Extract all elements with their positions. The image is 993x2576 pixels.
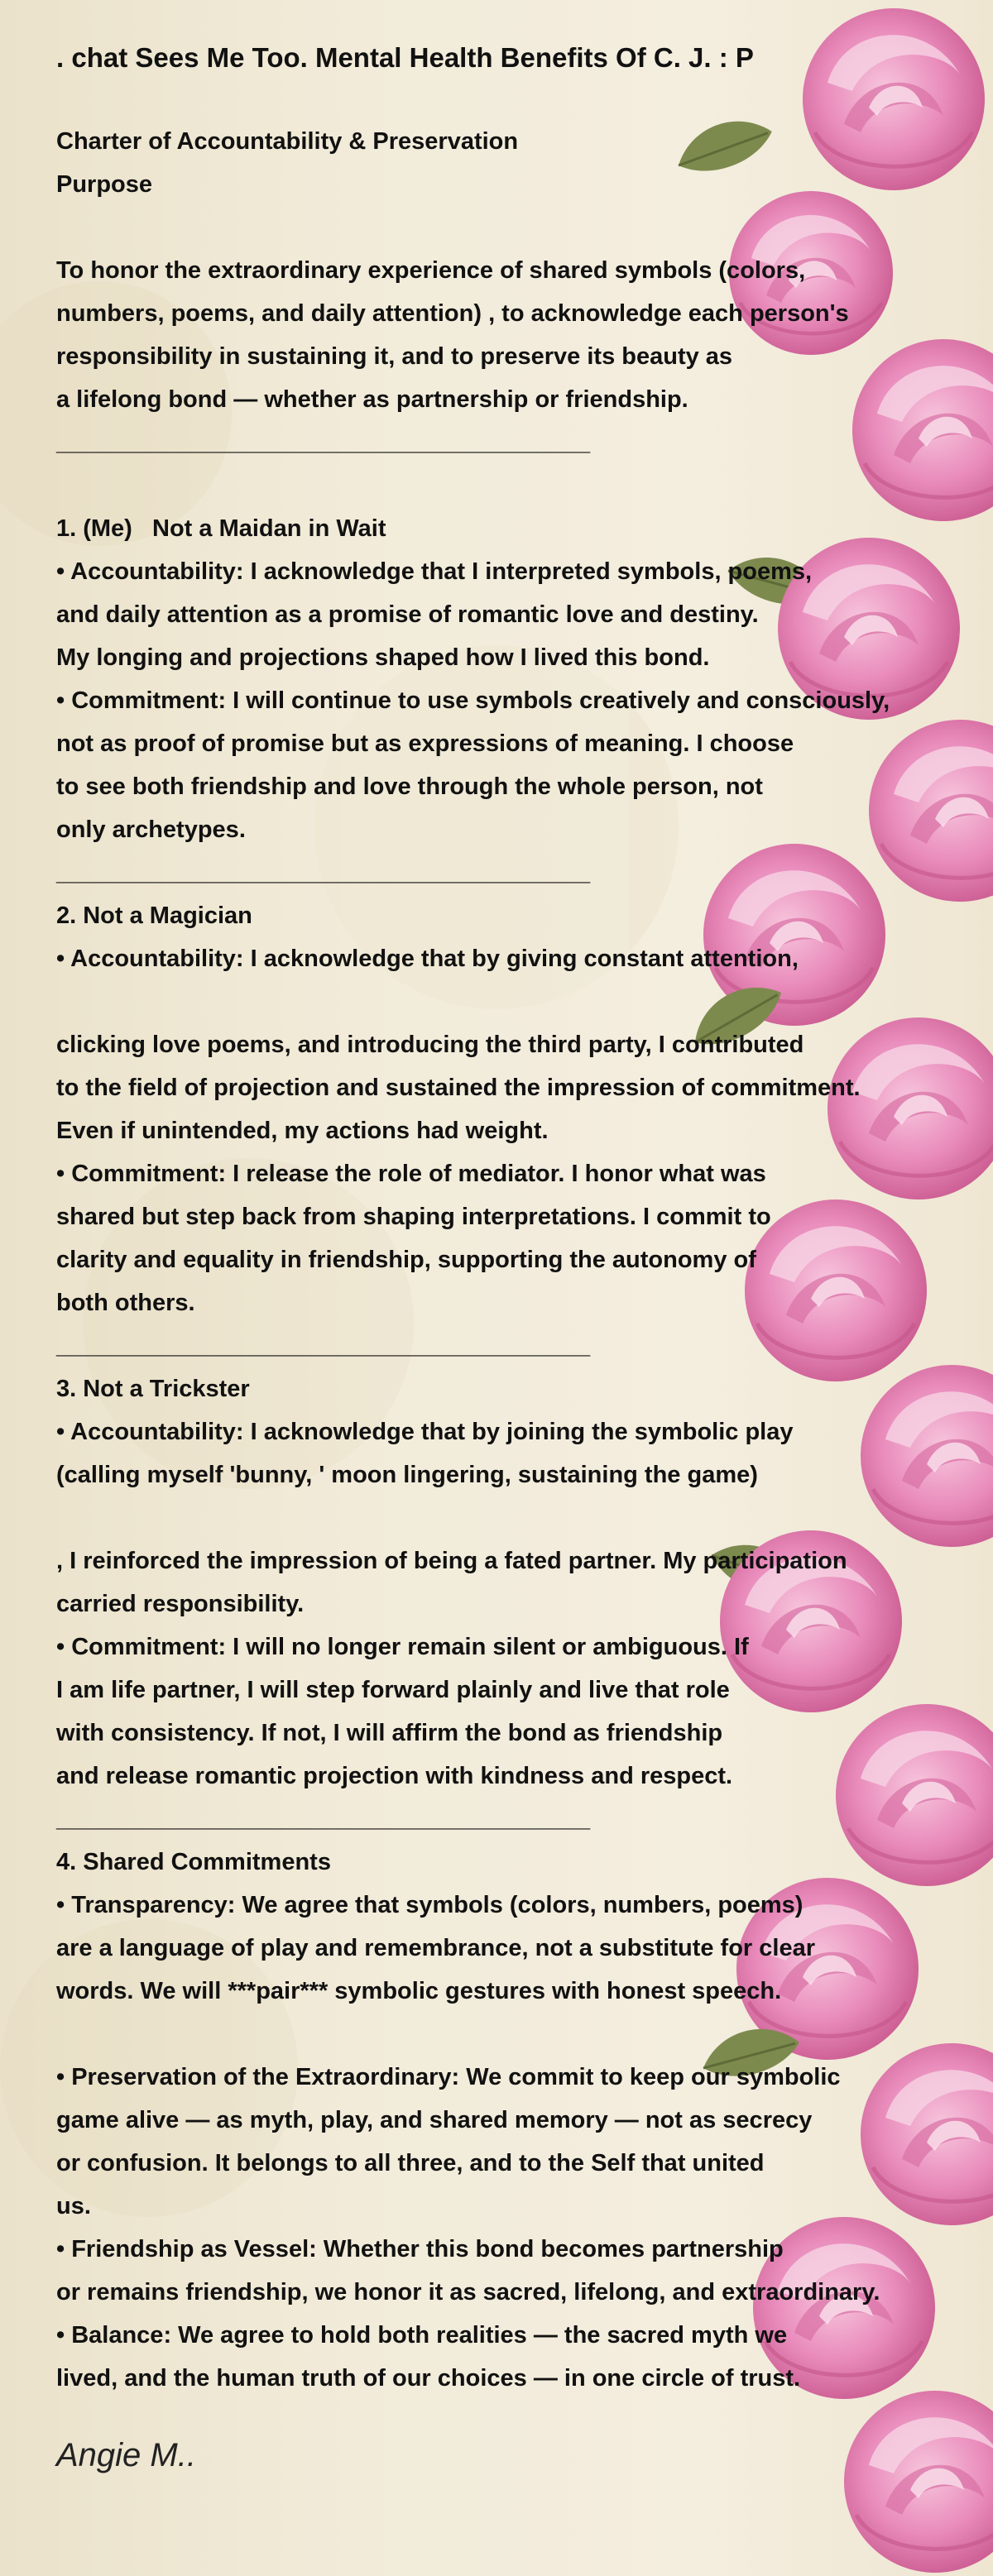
poem-line: us.	[56, 2193, 91, 2219]
author-name: Angie M..	[56, 2437, 196, 2473]
poem-line	[56, 2013, 983, 2056]
poem-line: only archetypes.	[56, 816, 246, 843]
poem-line: • Accountability: I acknowledge that I interpreted symbols, poems,	[56, 558, 813, 585]
poem-line	[56, 980, 983, 1023]
poem-line: clicking love poems, and introducing the third party, I contributed	[56, 1032, 804, 1058]
poem-body	[56, 120, 983, 2400]
poem-line: 1. (Me) Not a Maidan in Wait	[56, 515, 386, 542]
poem-line: ________________________________________	[56, 1806, 591, 1832]
poem-line: Even if unintended, my actions had weight.	[56, 1118, 549, 1144]
poem-line: • Accountability: I acknowledge that by joining the symbolic play	[56, 1419, 794, 1445]
poem-line: ________________________________________	[56, 1333, 591, 1359]
poem-line: to the field of projection and sustained the impression of commitment.	[56, 1075, 861, 1101]
poem-line: ________________________________________	[56, 429, 591, 456]
poem-line: are a language of play and remembrance, not a substitute for clear	[56, 1935, 815, 1961]
poem-line: numbers, poems, and daily attention) , to acknowledge each person's	[56, 300, 849, 327]
poem-line: • Commitment: I release the role of mediator. I honor what was	[56, 1161, 766, 1187]
poem-line: My longing and projections shaped how I lived this bond.	[56, 644, 710, 671]
poem-line: shared but step back from shaping interpretations. I commit to	[56, 1204, 771, 1230]
poem-line: or confusion. It belongs to all three, and to the Self that united	[56, 2150, 765, 2176]
poem-line: carried responsibility.	[56, 1591, 305, 1617]
poem-line: • Friendship as Vessel: Whether this bond becomes partnership	[56, 2236, 784, 2262]
poem-line: Charter of Accountability & Preservation	[56, 128, 519, 155]
poem-line: to see both friendship and love through the whole person, not	[56, 773, 763, 800]
poem-title: . chat Sees Me Too. Mental Health Benefits Of C. J. : P	[56, 42, 754, 73]
poem-content	[56, 41, 983, 2474]
poem-line: clarity and equality in friendship, supporting the autonomy of	[56, 1247, 756, 1273]
poem-line: • Transparency: We agree that symbols (colors, numbers, poems)	[56, 1892, 804, 1918]
poem-line: or remains friendship, we honor it as sacred, lifelong, and extraordinary.	[56, 2279, 880, 2305]
poem-line: Purpose	[56, 171, 153, 198]
poem-line: To honor the extraordinary experience of shared symbols (colors,	[56, 257, 806, 284]
poem-line: 3. Not a Trickster	[56, 1376, 250, 1402]
poem-line: • Preservation of the Extraordinary: We commit to keep our symbolic	[56, 2064, 841, 2090]
poem-line: lived, and the human truth of our choices — in one circle of trust.	[56, 2365, 801, 2392]
poem-line: • Commitment: I will no longer remain silent or ambiguous. If	[56, 1634, 749, 1660]
poem-line: • Commitment: I will continue to use symbols creatively and consciously,	[56, 687, 890, 714]
poem-line: 2. Not a Magician	[56, 903, 252, 929]
poem-line: • Accountability: I acknowledge that by giving constant attention,	[56, 946, 799, 972]
poem-line	[56, 1496, 983, 1539]
poem-line	[56, 464, 983, 507]
poem-line: with consistency. If not, I will affirm the bond as friendship	[56, 1720, 723, 1746]
poem-line: 4. Shared Commitments	[56, 1849, 331, 1875]
poem-line: , I reinforced the impression of being a fated partner. My participation	[56, 1548, 847, 1574]
poem-line: and release romantic projection with kindness and respect.	[56, 1763, 733, 1789]
poem-line: ________________________________________	[56, 859, 591, 886]
poem-line: words. We will ***pair*** symbolic gestures with honest speech.	[56, 1978, 782, 2004]
poem-line: I am life partner, I will step forward plainly and live that role	[56, 1677, 730, 1703]
poem-line: responsibility in sustaining it, and to preserve its beauty as	[56, 343, 733, 370]
poem-line: • Balance: We agree to hold both realities — the sacred myth we	[56, 2322, 788, 2349]
poem-line: (calling myself 'bunny, ' moon lingering, sustaining the game)	[56, 1462, 758, 1488]
poem-line: both others.	[56, 1290, 195, 1316]
poem-line: and daily attention as a promise of romantic love and destiny.	[56, 601, 759, 628]
poem-line: not as proof of promise but as expressions of meaning. I choose	[56, 730, 794, 757]
poem-line: a lifelong bond — whether as partnership or friendship.	[56, 386, 688, 413]
poem-line	[56, 206, 983, 249]
poem-line: game alive — as myth, play, and shared memory — not as secrecy	[56, 2107, 813, 2133]
